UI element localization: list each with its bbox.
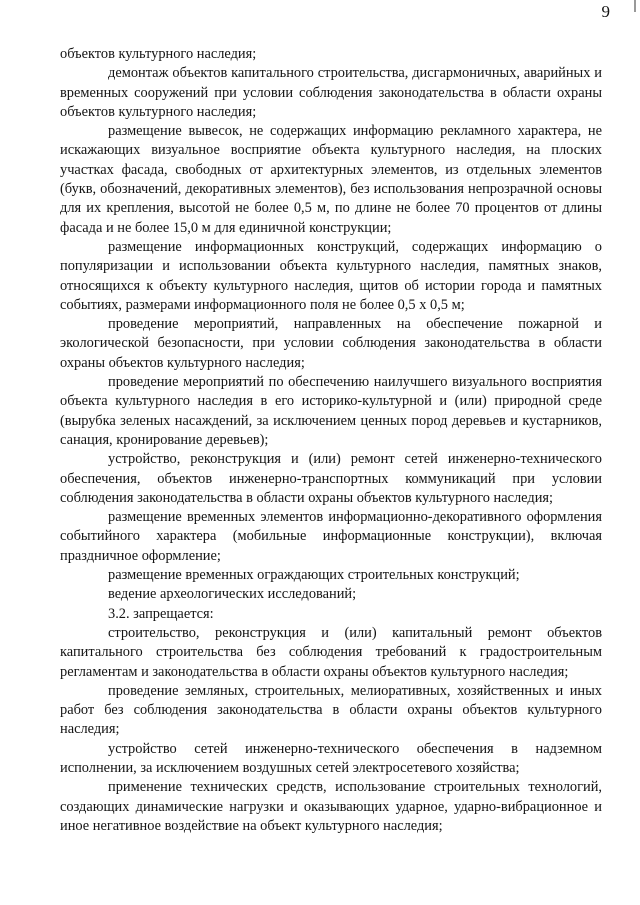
paragraph: размещение вывесок, не содержащих информацию рекламного характера, не искажающих визуальное восприятие объекта культурного наследия, на плоских участках фасада, свободных от архитектурных элементов, из отдельных элементов (букв, обозначений, декоративных элементов), без использования непрозрачной основы для их крепления, высотой не более 0,5 м, по длине не более 70 процентов от длины фасада и не более 15,0 м для единичной конструкции; bbox=[60, 123, 602, 236]
paragraph: проведение мероприятий по обеспечению наилучшего визуального восприятия объекта культурного наследия в его историко-культурной и (или) природной среде (вырубка зеленых насаждений, за исключением ценных пород деревьев и кустарников, санация, кронирование деревьев); bbox=[60, 374, 602, 448]
paragraph: размещение временных ограждающих строительных конструкций; bbox=[108, 567, 520, 584]
paragraph: проведение земляных, строительных, мелиоративных, хозяйственных и иных работ без соблюдения законодательства в области охраны объектов культурного наследия; bbox=[60, 682, 602, 738]
paragraph: применение технических средств, использование строительных технологий, создающих динамические нагрузки и оказывающих ударное, ударно-вибрационное и иное негативное воздействие на объект культурного наследия; bbox=[60, 779, 602, 834]
paragraph: устройство сетей инженерно-технического обеспечения в надземном исполнении, за исключением воздушных сетей электросетевого хозяйства; bbox=[60, 740, 602, 776]
section-heading: 3.2. запрещается: bbox=[108, 605, 214, 622]
paragraph: размещение временных элементов информационно-декоративного оформления событийного характера (мобильные информационные конструкции), включая праздничное оформление; bbox=[60, 509, 602, 564]
paragraph: устройство, реконструкция и (или) ремонт сетей инженерно-технического обеспечения, объектов инженерно-транспортных коммуникаций при условии соблюдения законодательства в области охраны объектов культурного наследия; bbox=[60, 451, 602, 506]
paragraph: строительство, реконструкция и (или) капитальный ремонт объектов капитального строительства без соблюдения требований к градостроительным регламентам и законодательства в области охраны объектов культурного наследия; bbox=[60, 624, 602, 680]
paragraph: размещение информационных конструкций, содержащих информацию о популяризации и использовании объекта культурного наследия, памятных знаков, относящихся к объекту культурного наследия, щитов об истории города и памятных событиях, размерами информационного поля не более 0,5 х 0,5 м; bbox=[60, 238, 602, 313]
paragraph: объектов культурного наследия; bbox=[60, 46, 257, 62]
page-number: 9 bbox=[601, 2, 610, 21]
paragraph: проведение мероприятий, направленных на обеспечение пожарной и экологической безопасности, при условии соблюдения законодательства в области охраны объектов культурного наследия; bbox=[60, 316, 602, 371]
paragraph: демонтаж объектов капитального строительства, дисгармоничных, аварийных и временных сооружений при условии соблюдения законодательства в области охраны объектов культурного наследия; bbox=[60, 65, 602, 120]
page-edge-mark bbox=[634, 0, 636, 12]
paragraph: ведение археологических исследований; bbox=[108, 586, 357, 603]
